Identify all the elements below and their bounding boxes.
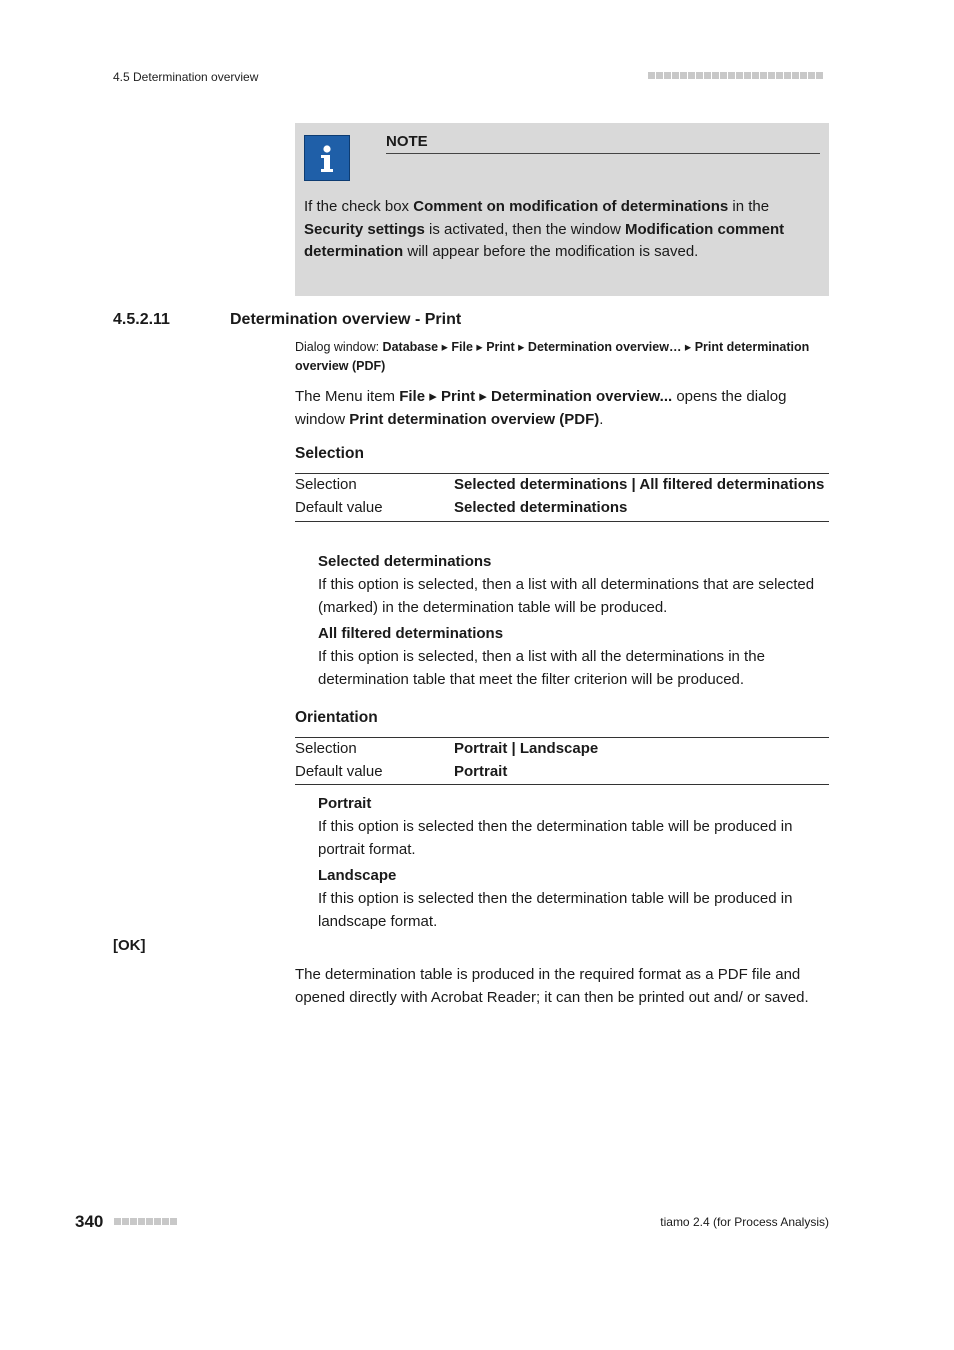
orientation-heading: Orientation — [295, 709, 378, 726]
path-separator-icon: ▸ — [518, 340, 525, 354]
dialog-path: Dialog window: Database ▸ File ▸ Print ▸ Determination overview… ▸ Print determination overview (PDF) — [295, 340, 810, 373]
orientation-param-table — [295, 737, 829, 785]
option-title: All filtered determinations — [318, 625, 504, 642]
path-separator-icon: ▸ — [476, 340, 483, 354]
option-title: Portrait — [318, 795, 372, 812]
param-row — [295, 738, 829, 761]
option-description — [318, 622, 828, 691]
section-number: 4.5.2.11 — [113, 311, 170, 328]
ok-button-label: [OK] — [113, 937, 146, 954]
running-header: 4.5 Determination overview — [113, 70, 259, 84]
option-text: If this option is selected then the determination table will be produced in portrait format. — [318, 818, 793, 858]
param-value: Selected determinations — [454, 498, 628, 516]
info-icon — [304, 135, 350, 181]
option-description — [318, 792, 828, 861]
note-title: NOTE — [386, 133, 820, 154]
ok-description: The determination table is produced in the required format as a PDF file and opened directly with Acrobat Reader; it can then be printed out and/ or saved. — [295, 966, 809, 1006]
param-row — [295, 474, 829, 497]
intro-paragraph: The Menu item File ▸ Print ▸ Determination overview... opens the dialog window Print determination overview (PDF). — [295, 388, 787, 428]
note-text: If the check box Comment on modification of determinations in the Security settings is activated, then the window Modification comment determination will appear before the modification is saved. — [304, 198, 785, 260]
option-text: If this option is selected then the determination table will be produced in landscape format. — [318, 890, 793, 930]
selection-param-table — [295, 473, 829, 522]
menu-separator-icon: ▸ — [429, 388, 437, 405]
param-row — [295, 497, 829, 520]
option-title: Landscape — [318, 867, 397, 884]
section-title: Determination overview - Print — [230, 311, 462, 328]
param-value: Portrait | Landscape — [454, 740, 599, 757]
path-separator-icon: ▸ — [684, 340, 692, 354]
option-description — [318, 550, 828, 619]
option-text: If this option is selected, then a list with all the determinations in the determination table that meet the filter criterion will be produced. — [318, 648, 765, 688]
param-label: Default value — [295, 762, 383, 780]
param-label: Selection — [295, 740, 357, 757]
product-name: tiamo 2.4 (for Process Analysis) — [660, 1215, 829, 1229]
header-decoration — [648, 72, 829, 80]
footer-decoration — [114, 1218, 177, 1225]
option-description — [318, 864, 828, 933]
param-value: Portrait — [454, 762, 508, 780]
option-text: If this option is selected, then a list with all determinations that are selected (marked) in the determination table will be produced. — [318, 576, 815, 616]
path-separator-icon: ▸ — [441, 340, 448, 354]
param-label: Default value — [295, 498, 383, 516]
param-label: Selection — [295, 476, 357, 493]
menu-separator-icon: ▸ — [479, 388, 487, 405]
param-value: Selected determinations | All filtered determinations — [454, 476, 825, 493]
page-number: 340 — [75, 1212, 104, 1231]
option-title: Selected determinations — [318, 553, 492, 570]
param-row — [295, 761, 829, 784]
selection-heading: Selection — [295, 445, 364, 462]
